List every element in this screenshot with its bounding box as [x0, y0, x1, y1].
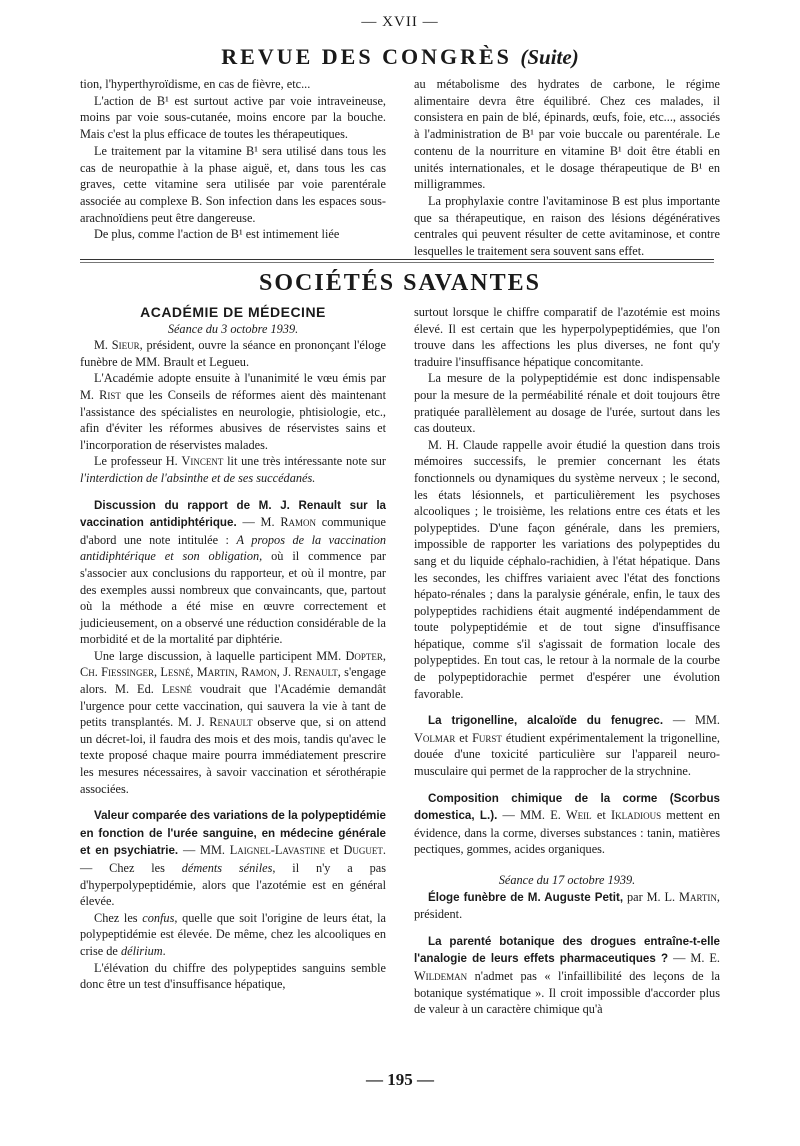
section-heading: La trigonelline, alcaloïde du fenugrec.: [428, 714, 664, 728]
seance-date: Séance du 17 octobre 1939.: [498, 873, 636, 887]
paragraph: tion, l'hyperthyroïdisme, en cas de fièvre, etc...: [80, 77, 311, 91]
bottom-left-column: [80, 304, 386, 993]
text-run: — MM.: [178, 843, 230, 858]
paragraph: L'élévation du chiffre des polypeptides sanguins semble donc être un test d'insuffisance hépatique,: [80, 960, 386, 992]
person-name: Rist: [99, 387, 121, 402]
note-title: A propos de la vaccination antidiphtérique et son obligation,: [80, 532, 386, 564]
person-name: Volmar: [414, 730, 456, 745]
paragraph: La mesure de la polypeptidémie est donc indispensable pour la mesure de la perméabilité rénale et doit toujours être pratiquée parallèlement au dosage de l'urée, surtout dans les cas douteux.: [414, 371, 720, 436]
text-run: — M.: [236, 515, 281, 530]
text-run: et: [591, 808, 611, 823]
person-name: Ikladious: [610, 808, 662, 823]
top-left-column: [80, 76, 386, 243]
seance-date: Séance du 3 octobre 1939.: [167, 321, 299, 336]
text-run: .: [162, 943, 166, 958]
section-divider: [80, 259, 714, 260]
paragraph: [80, 453, 386, 486]
academie-heading: ACADÉMIE DE MÉDECINE: [140, 304, 326, 320]
text-run: lit une très intéressante note sur: [223, 454, 386, 469]
note-title: l'interdiction de l'absinthe et de ses succédanés.: [80, 470, 316, 485]
top-right-column: [414, 76, 720, 260]
person-name: Vincent: [181, 454, 224, 469]
paragraph: De plus, comme l'action de B¹ est intimement liée: [94, 227, 340, 242]
paragraph: L'action de B¹ est surtout active par voie intraveineuse, moins par voie sous-cutanée, moins encore par la bouche. Mais c'est la plus efficace de toutes les thérapeutiques.: [80, 93, 386, 142]
emphasis: déments séniles: [181, 861, 273, 875]
text-run: n'admet pas « l'infaillibilité des leçons de la botanique systématique ». Il croit impossible d'accorder plus de valeur à un caractère chimique qu'à: [414, 968, 720, 1017]
text-run: que les Conseils de réformes aient dès maintenant l'assistance des spécialistes en neurologie, phtisiologie, etc., afin d'éviter les réformes abusives de réservistes sains et l'incorporation de réservistes malades.: [80, 387, 386, 452]
person-name: Wildeman: [414, 968, 468, 983]
paragraph: surtout lorsque le chiffre comparatif de l'azotémie est moins élevé. Il est certain que les hyperpolypeptidémies, que l'on trouve dans les affections les plus diverses, ne font qu'y traduire l'insuffisance hépatique concomitante.: [414, 305, 720, 369]
person-name: Duguet: [343, 843, 383, 858]
text-run: — MM.: [663, 713, 720, 728]
section-heading: La parenté botanique des drogues entraîne-t-elle l'analogie de leurs effets pharmaceutiques ?: [414, 934, 720, 966]
text-run: et: [325, 843, 344, 858]
page-roman-numeral: — XVII —: [361, 14, 439, 30]
paragraph: [80, 337, 386, 370]
text-run: , président.: [414, 889, 720, 922]
person-names: Dopter, Ch. Fiessinger, Lesné, Martin, Ramon, J. Renault: [80, 648, 386, 680]
revue-title-text: REVUE DES CONGRÈS: [221, 44, 512, 69]
person-name: Furst: [472, 730, 502, 745]
paragraph: [80, 497, 386, 648]
text-run: par M. L.: [623, 889, 680, 904]
societes-savantes-title: SOCIÉTÉS SAVANTES: [259, 270, 541, 296]
section-heading: Composition chimique de la corme (Scorbus domestica, L.).: [414, 791, 720, 823]
text-run: , s'engage alors. M. Ed.: [80, 665, 386, 697]
paragraph: [80, 648, 386, 797]
person-name: Sieur: [111, 338, 140, 353]
text-run: voudrait que l'Académie demandât l'urgence pour cette vaccination, qui sauvera la vie à tant de petits transplantés. M. J.: [80, 682, 386, 730]
text-run: , il n'y a pas d'hyperpolypeptidémie, alors que l'azotémie est en général élevée.: [80, 861, 386, 909]
text-run: étudient expérimentalement la trigonelline, douée d'une toxicité particulière sur l'appareil neuro-musculaire qui permet de la rapprocher de la strychnine.: [414, 730, 720, 779]
paragraph: [80, 370, 386, 453]
text-run: où il commence par s'associer aux conclusions du rapporteur, et où il montre, par des exemples aussi nombreux que convaincants, que, partout où la méthode a été mise en œuvre correctement et judicieusement, on a observé une réduction considérable de la morbidité et de la mortalité par diphtérie.: [80, 549, 387, 647]
text-run: mettent en évidence, dans la corme, diverses substances : tanin, matières pectiques, gommes, acides organiques.: [414, 808, 721, 857]
paragraph: M. H. Claude rappelle avoir étudié la question dans trois mémoires successifs, le premier concernant les états fonctionnels ou dynamiques du système nerveux ; le second, les états lésionnels, et particulièrement les psychoses alcooliques ; le troisième, les relations entre ces états et les polypeptides. D'une façon générale, dans les premiers, impossible de rapporter les variations des polypeptides du sang et du liquide céphalo-rachidien, à l'état hépatique. Dans les secondes, les chiffres variaient avec l'état des fonctions hépato-rénales ; dans la paralysie générale, enfin, le taux des polypeptides rachidiens était augmenté indépendamment de toute polypeptidémie et de tout signe d'insuffisance hépatique, comme s'il s'agissait de formation locale des polypeptides. En tout cas, le retour à la normale de la courbe de polypeptidorachie permet d'espérer une évolution favorable.: [414, 437, 720, 701]
paragraph: au métabolisme des hydrates de carbone, le régime alimentaire devra être équilibré. Chez ces malades, il consistera en pain de blé, épinards, œufs, foie, etc..., associés à l'administration de B¹ par voie buccale ou parentérale. Le contenu de la nourriture en vitamine B¹ doit être établi en unités internationales, et le dosage thérapeutique de B¹ en milligrammes.: [414, 77, 720, 192]
emphasis: confus: [142, 910, 175, 925]
bottom-right-column: [414, 304, 720, 1018]
person-name: Renault: [209, 715, 253, 730]
text-run: , quelle que soit l'origine de leurs état, la polypeptidémie est élevée. De même, chez les alcooliques en crise de: [80, 910, 387, 958]
person-name: Ramon: [280, 515, 317, 530]
revue-des-congres-title: [0, 44, 800, 70]
text-run: communique d'abord une note intitulée :: [80, 515, 386, 547]
paragraph: [414, 790, 720, 858]
paragraph: Le traitement par la vitamine B¹ sera utilisé dans tous les cas de neuropathie à la phase aiguë, et, dans tous les cas graves, cette vitamine sera utilisée par voie parentérale associée au complexe B. Son infection dans les espaces sous-arachnoïdiens peut être dangereuse.: [80, 143, 386, 225]
text-run: L'Académie adopte ensuite à l'unanimité le vœu émis par M.: [80, 371, 386, 402]
person-name: Martin: [679, 889, 717, 904]
page-number: — 195 —: [366, 1070, 434, 1089]
paragraph: [414, 889, 720, 923]
person-name: Weil: [566, 808, 592, 823]
text-run: — MM. E.: [497, 808, 567, 823]
paragraph: [414, 712, 720, 779]
section-heading: Discussion du rapport de M. J. Renault sur la vaccination antidiphtérique.: [80, 498, 386, 530]
paragraph: [80, 807, 386, 910]
person-name: Laignel-Lavastine: [229, 843, 326, 858]
text-run: . — Chez les: [80, 843, 386, 875]
section-heading: Éloge funèbre de M. Auguste Petit,: [428, 890, 624, 904]
section-divider: [80, 262, 714, 263]
text-run: observe que, si on attend un décret-loi, il faudra des mois et des mois, tandis qu'avec le texte proposé chaque maire pourra immédiatement prescrire les mesures nécessaires, à savoir vaccination et sérothérapie associées.: [80, 715, 386, 796]
text-run: Une large discussion, à laquelle participent MM.: [94, 648, 346, 663]
paragraph: [80, 910, 386, 960]
text-run: , président, ouvre la séance en prononçant l'éloge funèbre de MM. Brault et Legueu.: [80, 338, 386, 369]
text-run: Chez les: [94, 910, 143, 925]
text-run: — M. E.: [668, 951, 720, 966]
text-run: Le professeur H.: [94, 454, 182, 469]
text-run: et: [455, 730, 473, 745]
paragraph: [414, 933, 720, 1018]
person-name: Lesné: [161, 682, 192, 697]
text-run: M.: [94, 338, 112, 353]
section-heading: Valeur comparée des variations de la polypeptidémie en fonction de l'urée sanguine, en médecine générale et en psychiatrie.: [80, 809, 386, 858]
emphasis: délirium: [120, 943, 163, 958]
revue-title-suite: (Suite): [520, 45, 579, 69]
paragraph: La prophylaxie contre l'avitaminose B est plus importante que sa thérapeutique, en raison des lésions dégénératives centrales qui peuvent résulter de cette avitaminose, et contre lesquelles le traitement sera souvent sans effet.: [414, 193, 720, 259]
